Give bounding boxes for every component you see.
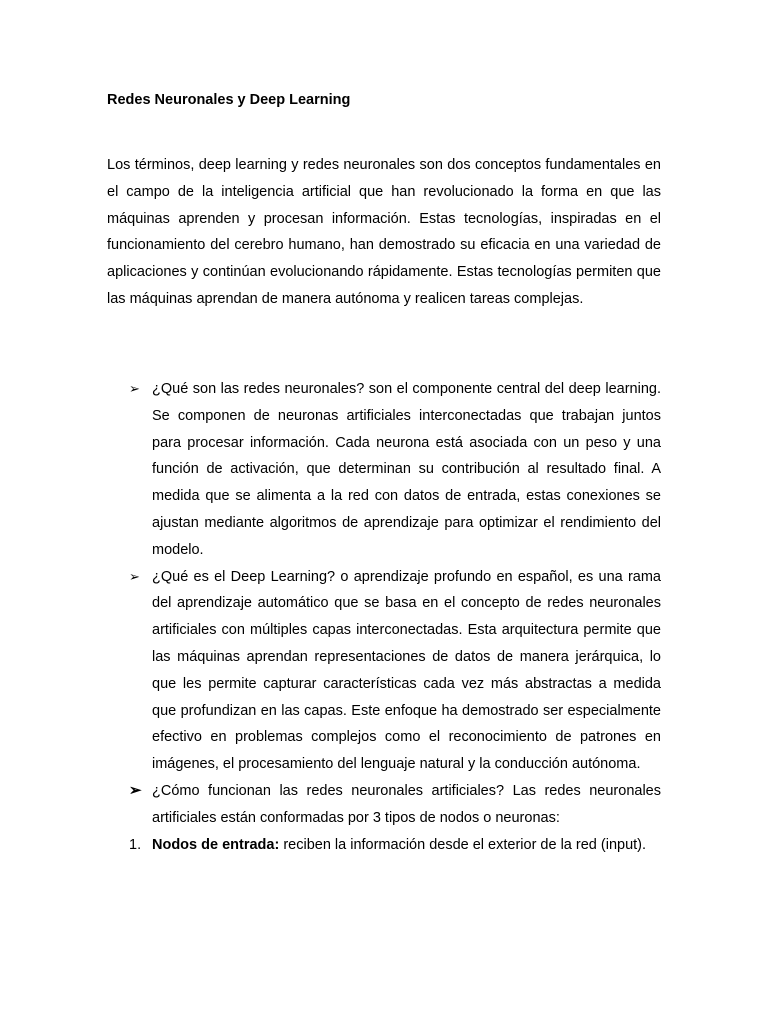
numbered-item (107, 832, 661, 859)
item-text: reciben la información desde el exterior de la red (input). (279, 836, 647, 853)
bullet-list (107, 376, 661, 858)
list-item (107, 778, 661, 832)
item-term: Nodos de entrada: (152, 836, 280, 853)
intro-paragraph: Los términos, deep learning y redes neuronales son dos conceptos fundamentales en el campo de la inteligencia artificial que han revolucionado la forma en que las máquinas aprenden y procesan información. Estas tecnologías, inspiradas en el funcionamiento del cerebro humano, han demostrado su eficacia en una variedad de aplicaciones y continúan evolucionando rápidamente. Estas tecnologías permiten que las máquinas aprendan de manera autónoma y realicen tareas complejas. (107, 157, 661, 307)
list-item-text: ¿Cómo funcionan las redes neuronales artificiales? Las redes neuronales artificiales están conformadas por 3 tipos de nodos o neuronas: (152, 782, 661, 826)
list-item (107, 376, 661, 564)
arrow-bullet-icon: ➢ (129, 781, 142, 799)
arrow-bullet-icon: ➢ (129, 381, 140, 396)
list-item (107, 564, 661, 778)
list-item-text: ¿Qué es el Deep Learning? o aprendizaje profundo en español, es una rama del aprendizaje automático que se basa en el concepto de redes neuronales artificiales con múltiples capas interconectadas. Esta arquitectura permite que las máquinas aprendan representaciones de datos de manera jerárquica, lo que les permite capturar características cada vez más abstractas a medida que profundizan en las capas. Este enfoque ha demostrado ser especialmente efectivo en problemas complejos como el reconocimiento de patrones en imágenes, el procesamiento del lenguaje natural y la conducción autónoma. (152, 568, 661, 773)
arrow-bullet-icon: ➢ (129, 568, 140, 584)
document-title: Redes Neuronales y Deep Learning (107, 92, 351, 108)
item-number: 1. (129, 836, 142, 853)
list-item-text: ¿Qué son las redes neuronales? son el componente central del deep learning. Se componen de neuronas artificiales interconectadas que trabajan juntos para procesar información. Cada neurona está asociada con un peso y una función de activación, que determinan su contribución al resultado final. A medida que se alimenta a la red con datos de entrada, estas conexiones se ajustan mediante algoritmos de aprendizaje para optimizar el rendimiento del modelo. (152, 381, 661, 558)
